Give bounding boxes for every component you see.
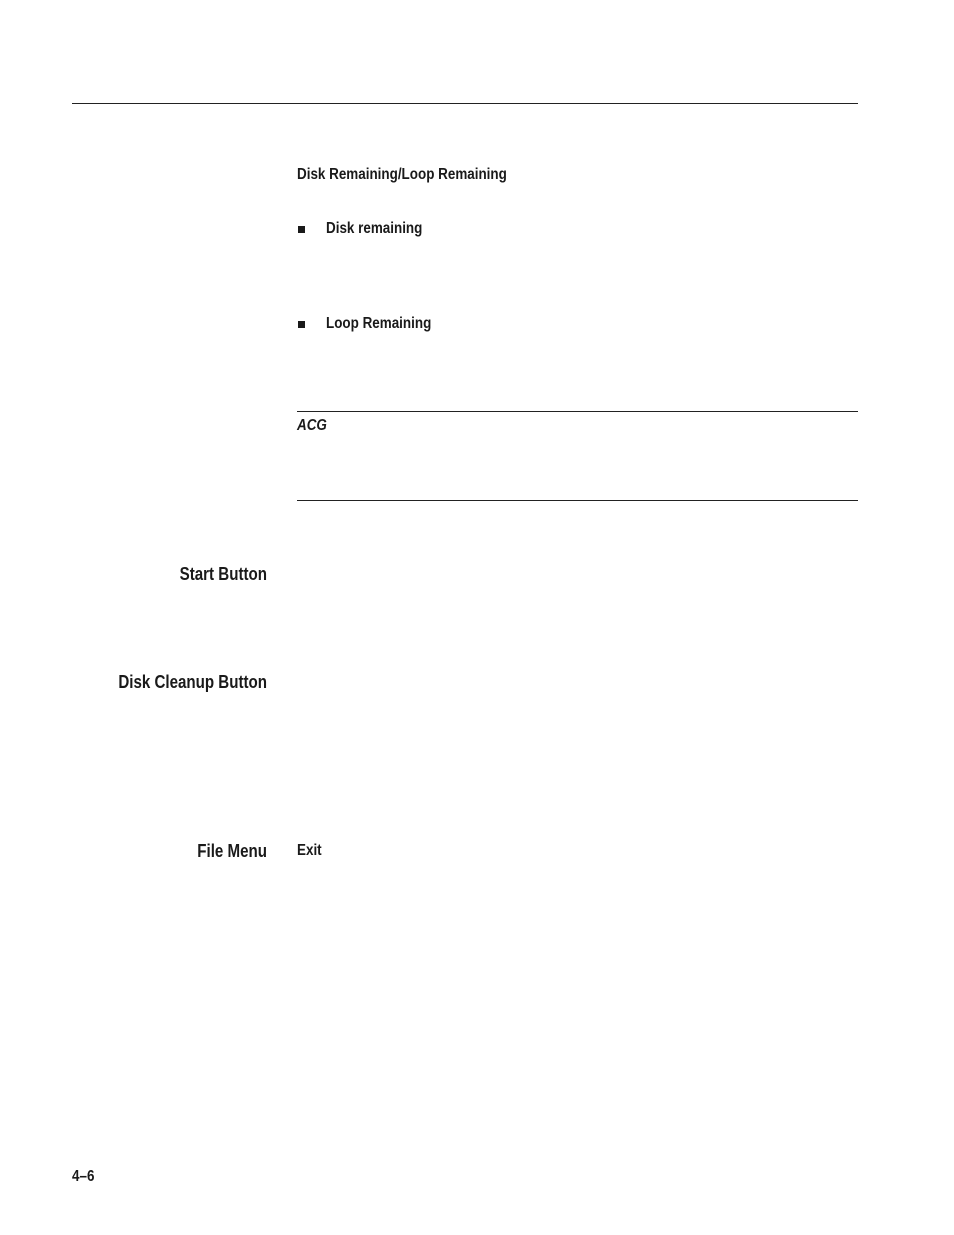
side-heading-text: File Menu [197,841,267,861]
note-label-text: ACG [297,417,327,434]
bullet-label: Loop Remaining [326,315,432,332]
bullet-square-icon [298,226,305,233]
side-heading-start-button [163,565,267,583]
bullet-item-disk-remaining [326,221,441,237]
side-heading-text: Start Button [179,564,267,584]
page-number-text: 4–6 [72,1168,95,1185]
file-menu-exit-text: Exit [297,842,322,859]
side-heading-text: Disk Cleanup Button [118,672,267,692]
file-menu-exit-item [297,843,326,859]
side-heading-disk-cleanup-button [90,673,267,691]
bullet-label: Disk remaining [326,220,423,237]
note-label [297,418,333,434]
header-rule [72,103,858,104]
note-bottom-rule [297,500,858,501]
bullet-item-loop-remaining [326,316,451,332]
page-number [72,1169,99,1185]
section-title-text: Disk Remaining/Loop Remaining [297,166,507,183]
side-heading-file-menu [184,842,267,860]
bullet-square-icon [298,321,305,328]
section-title [297,167,547,183]
note-top-rule [297,411,858,412]
